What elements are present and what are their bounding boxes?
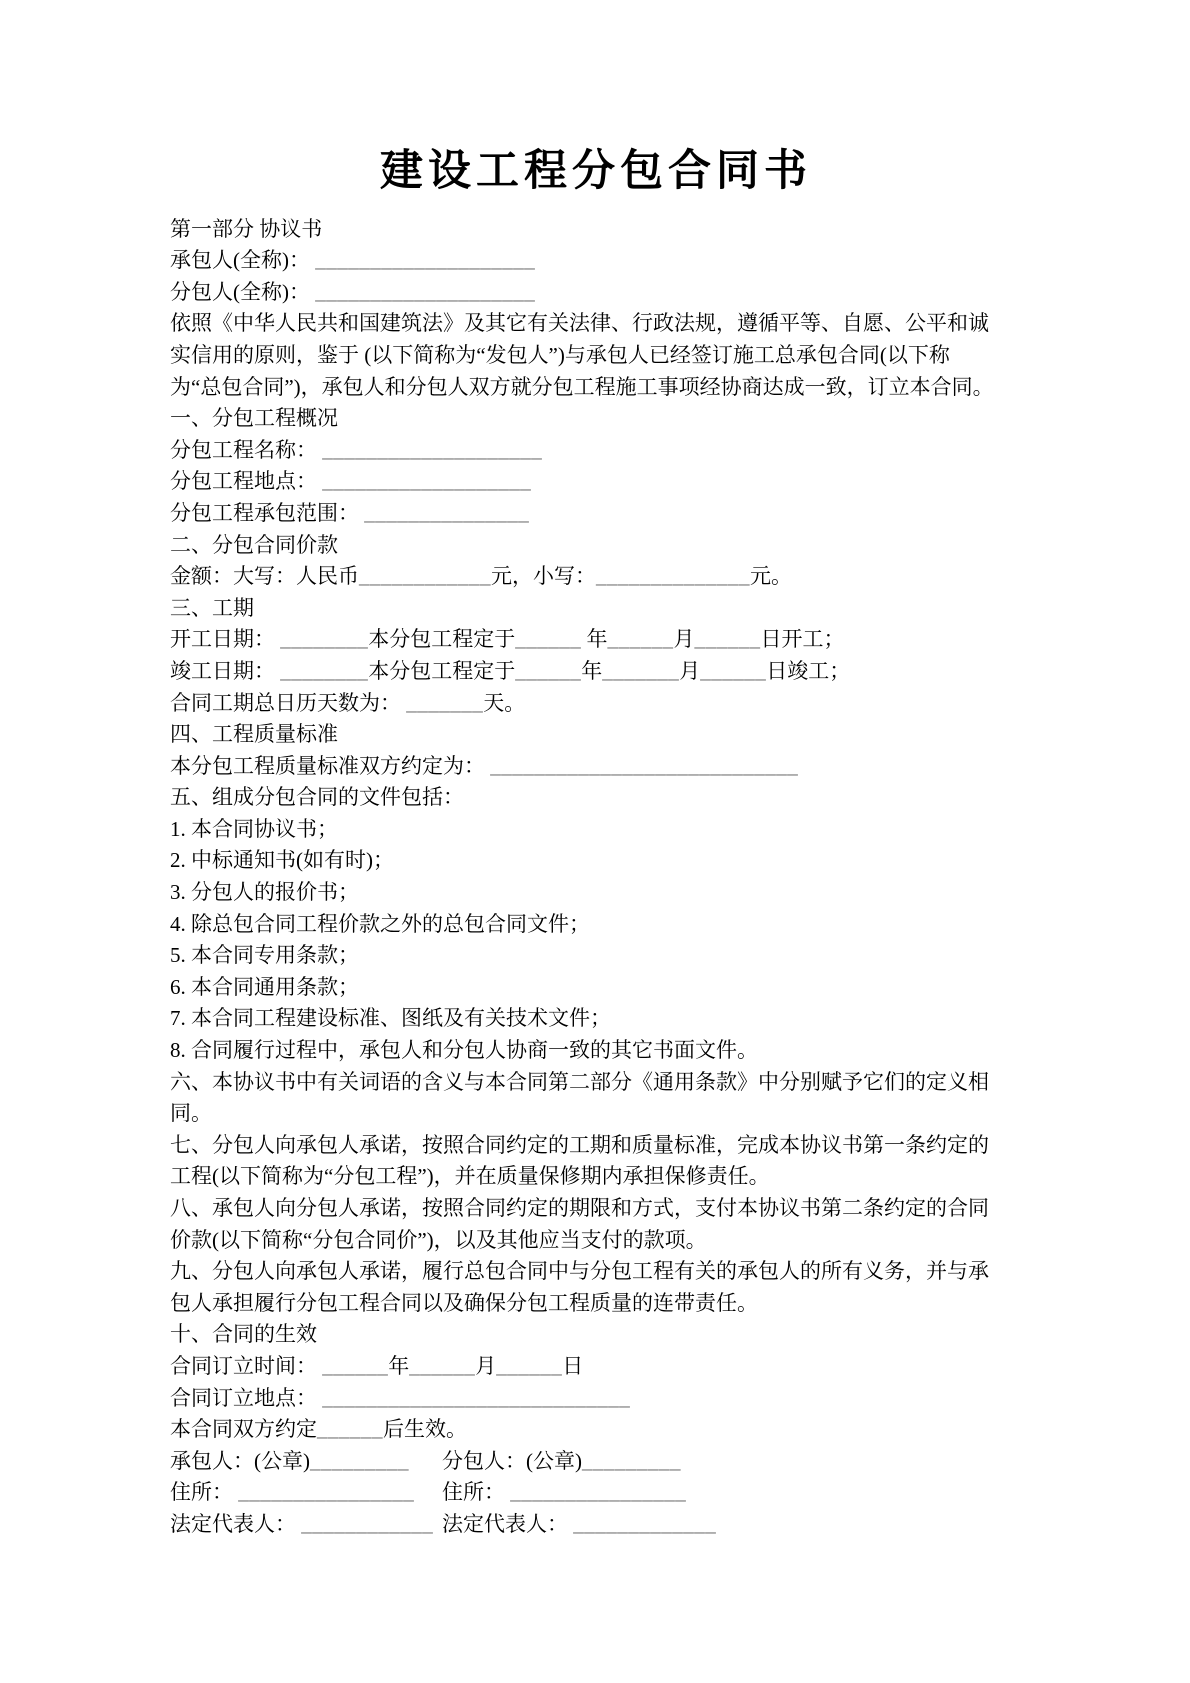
document-line <box>170 1477 1022 1509</box>
fill-in-blank: ____________ <box>301 1511 434 1536</box>
document-line: 5. 本合同专用条款； <box>170 943 359 968</box>
fill-in-blank: _________ <box>582 1448 681 1473</box>
fill-in-blank: ____________ <box>359 564 491 589</box>
fill-in-blank: ____________________ <box>315 248 536 273</box>
fill-in-blank: ______ <box>317 1417 383 1442</box>
signature-column-subcontractor: 分包人：(公章)_________ <box>442 1448 681 1473</box>
document-line: 一、分包工程概况 <box>170 406 338 431</box>
document-line: 七、分包人向承包人承诺，按照合同约定的工期和质量标准，完成本协议书第一条约定的 <box>170 1132 989 1157</box>
fill-in-blank: ________________ <box>238 1480 415 1505</box>
document-line: 竣工日期： ________本分包工程定于______年_______月______日竣工； <box>170 658 851 683</box>
document-line: 7. 本合同工程建设标准、图纸及有关技术文件； <box>170 1006 611 1031</box>
document-line: 四、工程质量标准 <box>170 722 338 747</box>
signature-column-contractor: 承包人：(公章)_________ <box>170 1448 409 1473</box>
document-line: 6. 本合同通用条款； <box>170 974 359 999</box>
fill-in-blank: ________________ <box>510 1480 687 1505</box>
fill-in-blank: ___________________ <box>322 469 532 494</box>
document-line: 合同工期总日历天数为： _______天。 <box>170 690 526 715</box>
document-line: 价款(以下简称“分包合同价”)，以及其他应当支付的款项。 <box>170 1227 707 1252</box>
fill-in-blank: ______ <box>607 627 674 652</box>
signature-column-subcontractor: 住所： ________________ <box>442 1480 687 1505</box>
fill-in-blank: ________ <box>280 627 369 652</box>
fill-in-blank: ______ <box>409 1353 476 1378</box>
document-line: 九、分包人向承包人承诺，履行总包合同中与分包工程有关的承包人的所有义务，并与承 <box>170 1259 989 1284</box>
fill-in-blank: ______ <box>322 1353 389 1378</box>
document-line <box>170 1509 1022 1541</box>
document-body <box>170 214 1022 1541</box>
document-line <box>170 1446 1022 1478</box>
document-line: 分包工程地点： ___________________ <box>170 469 532 494</box>
document-line: 包人承担履行分包工程合同以及确保分包工程质量的连带责任。 <box>170 1290 758 1315</box>
document-line: 1. 本合同协议书； <box>170 816 338 841</box>
document-line: 开工日期： ________本分包工程定于______ 年______月______日开工； <box>170 627 845 652</box>
document-line: 第一部分 协议书 <box>170 216 323 241</box>
document-line: 金额：大写：人民币____________元，小写：______________元。 <box>170 564 792 589</box>
fill-in-blank: ____________________________ <box>322 1385 631 1410</box>
document-line: 4. 除总包合同工程价款之外的总包合同文件； <box>170 911 590 936</box>
document-line: 工程(以下简称为“分包工程”)，并在质量保修期内承担保修责任。 <box>170 1164 770 1189</box>
document-line: 3. 分包人的报价书； <box>170 880 359 905</box>
document-line: 合同订立地点： ____________________________ <box>170 1385 631 1410</box>
fill-in-blank: _______________ <box>364 500 530 525</box>
document-line: 8. 合同履行过程中，承包人和分包人协商一致的其它书面文件。 <box>170 1038 758 1063</box>
document-line: 承包人(全称)： ____________________ <box>170 248 536 273</box>
document-line: 依照《中华人民共和国建筑法》及其它有关法律、行政法规，遵循平等、自愿、公平和诚 <box>170 311 989 336</box>
fill-in-blank: ______________ <box>596 564 750 589</box>
document-line: 十、合同的生效 <box>170 1322 317 1347</box>
document-line: 2. 中标通知书(如有时)； <box>170 848 394 873</box>
document-line: 六、本协议书中有关词语的含义与本合同第二部分《通用条款》中分别赋予它们的定义相 <box>170 1069 989 1094</box>
fill-in-blank: ______ <box>694 627 761 652</box>
signature-column-subcontractor: 法定代表人： _____________ <box>442 1511 717 1536</box>
fill-in-blank: _______ <box>602 658 680 683</box>
fill-in-blank: ____________________ <box>315 279 536 304</box>
signature-column-contractor: 住所： ________________ <box>170 1480 415 1505</box>
signature-column-contractor: 法定代表人： ____________ <box>170 1511 434 1536</box>
document-line: 合同订立时间： ______年______月______日 <box>170 1353 584 1378</box>
document-line: 本合同双方约定______后生效。 <box>170 1417 467 1442</box>
document-line: 八、承包人向分包人承诺，按照合同约定的期限和方式，支付本协议书第二条约定的合同 <box>170 1196 989 1220</box>
document-line: 实信用的原则，鉴于 (以下简称为“发包人”)与承包人已经签订施工总承包合同(以下称 <box>170 342 950 367</box>
fill-in-blank: ______ <box>700 658 767 683</box>
document-line: 为“总包合同”)，承包人和分包人双方就分包工程施工事项经协商达成一致，订立本合同。 <box>170 374 994 399</box>
document-line: 分包工程名称： ____________________ <box>170 437 543 462</box>
document-line: 二、分包合同价款 <box>170 532 338 557</box>
document-line: 本分包工程质量标准双方约定为： ____________________________ <box>170 753 799 778</box>
fill-in-blank: ____________________________ <box>490 753 799 778</box>
document-line: 三、工期 <box>170 595 254 620</box>
fill-in-blank: _______ <box>406 690 484 715</box>
fill-in-blank: _________ <box>310 1448 409 1473</box>
fill-in-blank: ______ <box>496 1353 563 1378</box>
document-title: 建设工程分包合同书 <box>380 148 812 195</box>
fill-in-blank: ______ <box>515 627 582 652</box>
document-line: 同。 <box>170 1101 212 1126</box>
document-line: 分包工程承包范围： _______________ <box>170 500 530 525</box>
fill-in-blank: _____________ <box>573 1511 717 1536</box>
fill-in-blank: ________ <box>280 658 369 683</box>
document-line: 分包人(全称)： ____________________ <box>170 279 536 304</box>
fill-in-blank: ____________________ <box>322 437 543 462</box>
document-line: 五、组成分包合同的文件包括： <box>170 785 464 810</box>
fill-in-blank: ______ <box>515 658 582 683</box>
